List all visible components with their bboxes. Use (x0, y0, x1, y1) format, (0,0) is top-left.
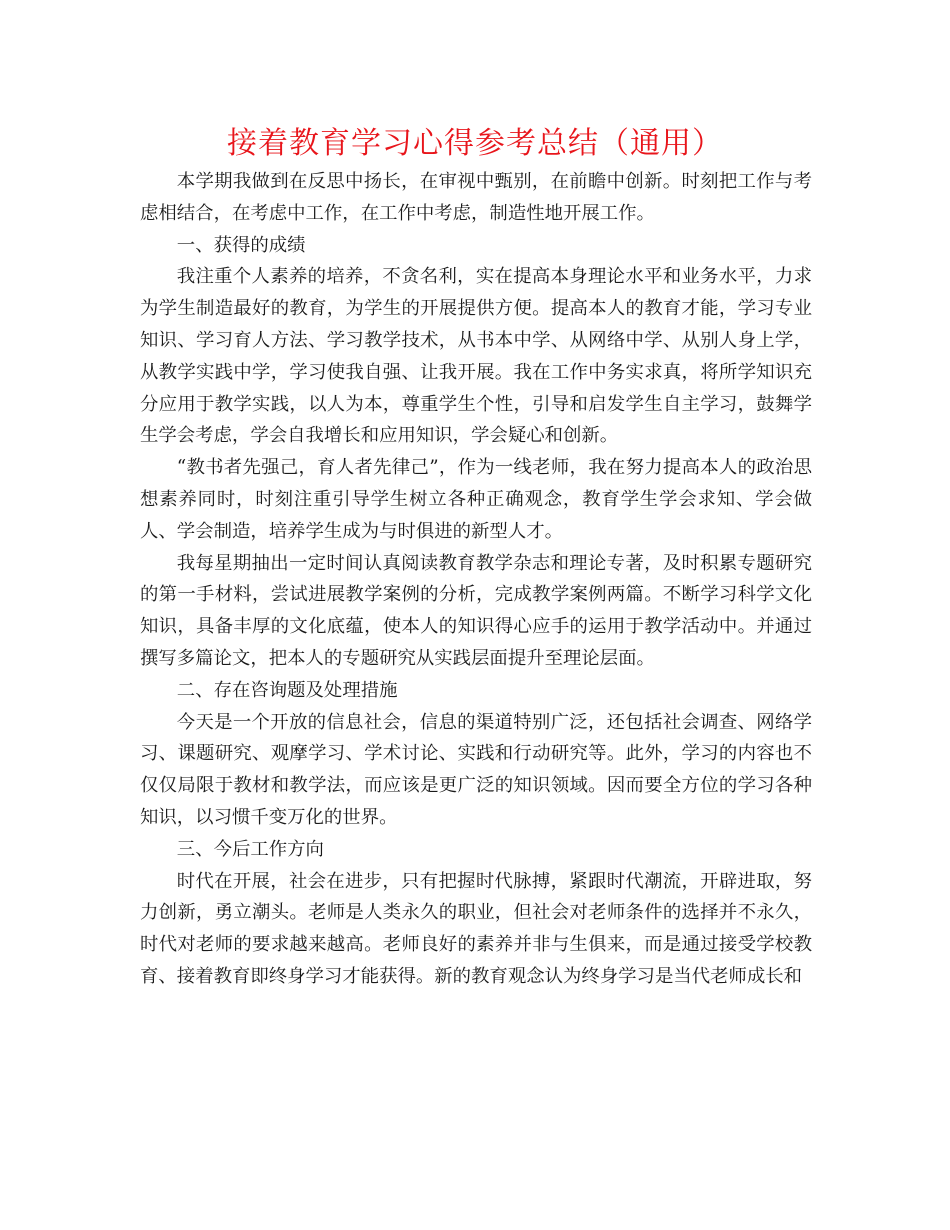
section-heading-future: 三、今后工作方向 (176, 838, 324, 860)
document-title: 接着教育学习心得参考总结（通用） (227, 126, 723, 161)
section-heading-achievements: 一、获得的成绩 (176, 234, 306, 256)
paragraph-times-development: 时代在开展，社会在进步，只有把握时代脉搏，紧跟时代潮流，开辟进取，努力创新，勇立潮头。老师是人类永久的职业，但社会对老师条件的选择并不永久，时代对老师的要求越来越高。老师良好的素养并非与生俱来，而是通过接受学校教育、接着教育即终身学习才能获得。新的教育观念认为终身学习是当代老师成长和 (140, 870, 812, 987)
section-heading-problems: 二、存在咨询题及处理措施 (176, 679, 398, 701)
paragraph-teacher-motto: “教书者先强己，育人者先律己”，作为一线老师，我在努力提高本人的政治思想素养同时，时刻注重引导学生树立各种正确观念，教育学生学会求知、学会做人、学会制造，培养学生成为与时俱进的新型人才。 (140, 457, 812, 542)
paragraph-weekly-reading: 我每星期抽出一定时间认真阅读教育教学杂志和理论专著，及时积累专题研究的第一手材料，尝试进展教学案例的分析，完成教学案例两篇。不断学习科学文化知识，具备丰厚的文化底蕴，使本人的知识得心应手的运用于教学活动中。并通过撰写多篇论文，把本人的专题研究从实践层面提升至理论层面。 (140, 552, 812, 669)
paragraph-information-society: 今天是一个开放的信息社会，信息的渠道特别广泛，还包括社会调查、网络学习、课题研究、观摩学习、学术讨论、实践和行动研究等。此外，学习的内容也不仅仅局限于教材和教学法，而应该是更广泛的知识领域。因而要全方位的学习各种知识，以习惯千变万化的世界。 (140, 711, 812, 828)
paragraph-personal-quality: 我注重个人素养的培养，不贪名利，实在提高本身理论水平和业务水平，力求为学生制造最好的教育，为学生的开展提供方便。提高本人的教育才能，学习专业知识、学习育人方法、学习教学技术，从书本中学、从网络中学、从别人身上学，从教学实践中学，学习使我自强、让我开展。我在工作中务实求真，将所学知识充分应用于教学实践，以人为本，尊重学生个性，引导和启发学生自主学习，鼓舞学生学会考虑，学会自我增长和应用知识，学会疑心和创新。 (140, 266, 812, 447)
paragraph-intro: 本学期我做到在反思中扬长，在审视中甄别，在前瞻中创新。时刻把工作与考虑相结合，在考虑中工作，在工作中考虑，制造性地开展工作。 (140, 171, 812, 224)
document-body (140, 166, 812, 993)
